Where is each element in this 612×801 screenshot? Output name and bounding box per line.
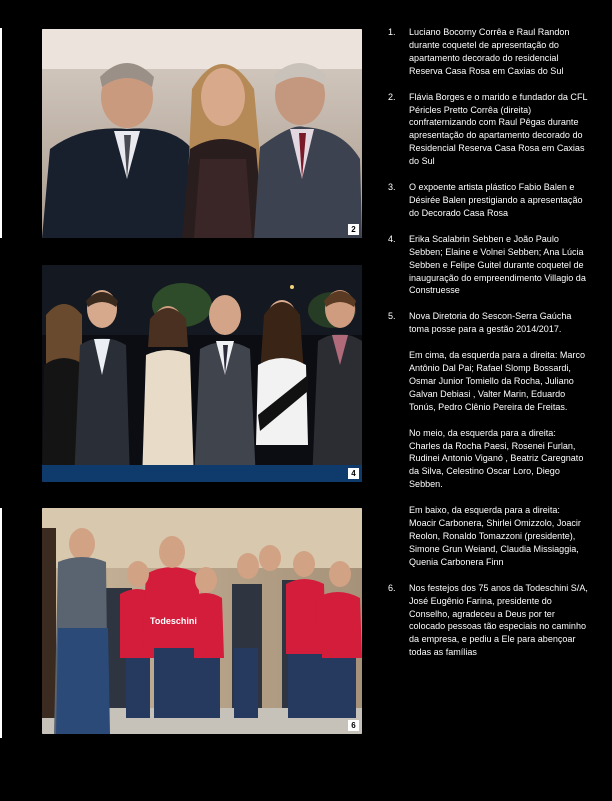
caption-text: O expoente artista plástico Fabio Balen e Désirée Balen prestigiando a apresentação do Decorado Casa Rosa [409, 182, 583, 218]
photo-casa-rosa-trio [42, 29, 362, 238]
caption-number: 4. [388, 233, 396, 244]
caption-text: Flávia Borges e o marido e fundador da CFL Péricles Pretto Corrêa (direita) confraternizando com Raul Pêgas durante apresentação do apartamento decorado do Residencial Reserva Casa Rosa em Caxias do Sul [409, 91, 588, 167]
captions-column [388, 26, 588, 659]
page-edge-mark-top [0, 28, 2, 238]
caption-number: 3. [388, 182, 396, 193]
caption-5-top-row: Em cima, da esquerda para a direita: Marco Antônio Dal Pai; Rafael Slomp Bossardi, Osmar Junior Tomiello da Rocha, Juliano Galvan Debiasi , Valter Marin, Eduardo Tonús, Pedro Clênio Pereira de Freitas. [409, 350, 585, 412]
photo-villagio-group [42, 265, 362, 482]
caption-number: 6. [388, 582, 396, 593]
caption-5-bottom-row: Em baixo, da esquerda para a direita: Moacir Carbonera, Shirlei Omizzolo, Joacir Reolon, Ronaldo Tomazzoni (presidente), Simone Grun Weiand, Claudia Missiaggia, Quenia Carbonera Finn [409, 505, 581, 567]
todeschini-shirt-logo: Todeschini [150, 616, 197, 626]
caption-text: Erika Scalabrin Sebben e João Paulo Sebben; Elaine e Volnei Sebben; Ana Lúcia Sebben e Felipe Guitel durante coquetel de inauguração do empreendimento Villagio da Construesse [409, 233, 586, 296]
caption-5 [388, 310, 588, 336]
photo-number-badge: 4 [348, 468, 359, 479]
caption-number: 5. [388, 311, 396, 322]
photo-number-badge: 6 [348, 720, 359, 731]
page-edge-mark-bottom [0, 508, 2, 738]
caption-text: Nos festejos dos 75 anos da Todeschini S/A, José Eugênio Farina, presidente do Conselho, agradeceu a Deus por ter colocado pessoas tão especiais no caminho da empresa, e pediu a Ele para abençoar todas as famílias [409, 582, 588, 658]
caption-5-middle-row: No meio, da esquerda para a direita: Charles da Rocha Paesi, Rosenei Furlan, Rudinei Antonio Viganó , Beatriz Caregnato da Silva, Celestino Oscar Loro, Diego Sebben. [409, 427, 584, 490]
photo-todeschini-celebration [42, 508, 362, 734]
caption-text: Nova Diretoria do Sescon-Serra Gaúcha toma posse para a gestão 2014/2017. [409, 311, 572, 335]
caption-2 [388, 91, 588, 168]
caption-number: 2. [388, 91, 396, 102]
caption-3 [388, 181, 588, 220]
caption-1 [388, 26, 588, 78]
photo-number-badge: 2 [348, 224, 359, 235]
caption-text: Luciano Bocorny Corrêa e Raul Randon durante coquetel de apresentação do apartamento decorado do residencial Reserva Casa Rosa em Caxias do Sul [409, 27, 570, 76]
caption-6 [388, 582, 588, 659]
caption-4 [388, 233, 588, 298]
caption-number: 1. [388, 27, 396, 37]
